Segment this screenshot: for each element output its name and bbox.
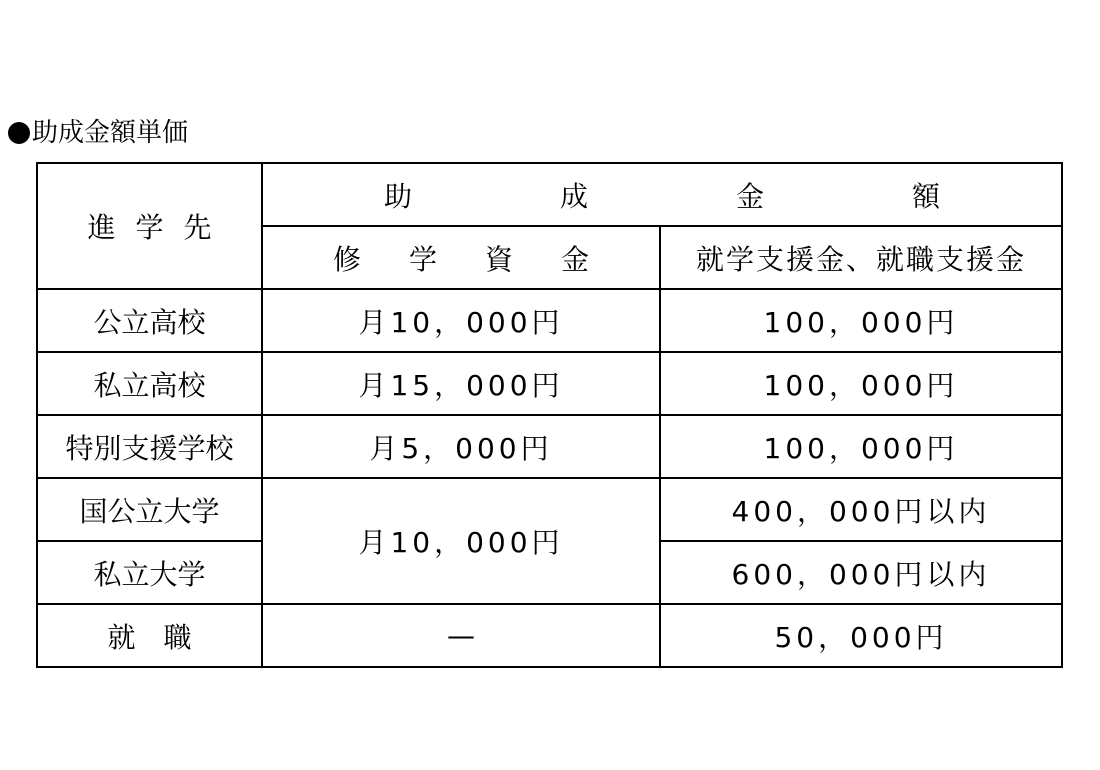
table-row xyxy=(37,604,1062,667)
row-destination xyxy=(37,604,262,667)
section-title xyxy=(8,116,188,150)
header-study-char: 学 xyxy=(408,242,437,276)
row-destination: 私立高校 xyxy=(37,352,262,415)
header-destination xyxy=(37,163,262,289)
header-grant-char: 金 xyxy=(736,179,765,213)
header-support-fund: 就学支援金、就職支援金 xyxy=(660,226,1062,289)
header-grant-char: 助 xyxy=(383,179,412,213)
header-grant-char: 成 xyxy=(559,179,588,213)
bullet-icon xyxy=(8,122,30,144)
header-row-1 xyxy=(37,163,1062,226)
table-row xyxy=(37,352,1062,415)
table-row xyxy=(37,478,1062,541)
row-destination: 私立大学 xyxy=(37,541,262,604)
row-support-fund: 100，000円 xyxy=(660,289,1062,352)
row-study-fund: 月15，000円 xyxy=(262,352,660,415)
row-support-fund: 400，000円以内 xyxy=(660,478,1062,541)
table-row xyxy=(37,415,1062,478)
header-destination-char: 先 xyxy=(183,211,212,244)
header-study-char: 資 xyxy=(485,242,514,276)
grant-table xyxy=(36,162,1063,668)
row-destination-char: 就 xyxy=(107,620,136,654)
table-row xyxy=(37,289,1062,352)
header-grant-char: 額 xyxy=(912,179,941,213)
row-study-fund: — xyxy=(262,604,660,667)
header-study-char: 修 xyxy=(332,242,361,276)
section-title-text: 助成金額単価 xyxy=(32,118,189,148)
row-destination: 特別支援学校 xyxy=(37,415,262,478)
row-study-fund: 月10，000円 xyxy=(262,289,660,352)
row-support-fund: 50，000円 xyxy=(660,604,1062,667)
row-destination: 公立高校 xyxy=(37,289,262,352)
row-study-fund: 月10，000円 xyxy=(262,478,660,604)
row-support-fund: 100，000円 xyxy=(660,352,1062,415)
header-destination-char: 進 xyxy=(87,211,116,244)
row-destination: 国公立大学 xyxy=(37,478,262,541)
header-study-char: 金 xyxy=(561,242,590,276)
row-study-fund: 月5，000円 xyxy=(262,415,660,478)
row-support-fund: 100，000円 xyxy=(660,415,1062,478)
header-study-fund xyxy=(262,226,660,289)
row-support-fund: 600，000円以内 xyxy=(660,541,1062,604)
header-grant-amount xyxy=(262,163,1062,226)
header-destination-char: 学 xyxy=(135,211,164,244)
row-destination-char: 職 xyxy=(163,620,192,654)
